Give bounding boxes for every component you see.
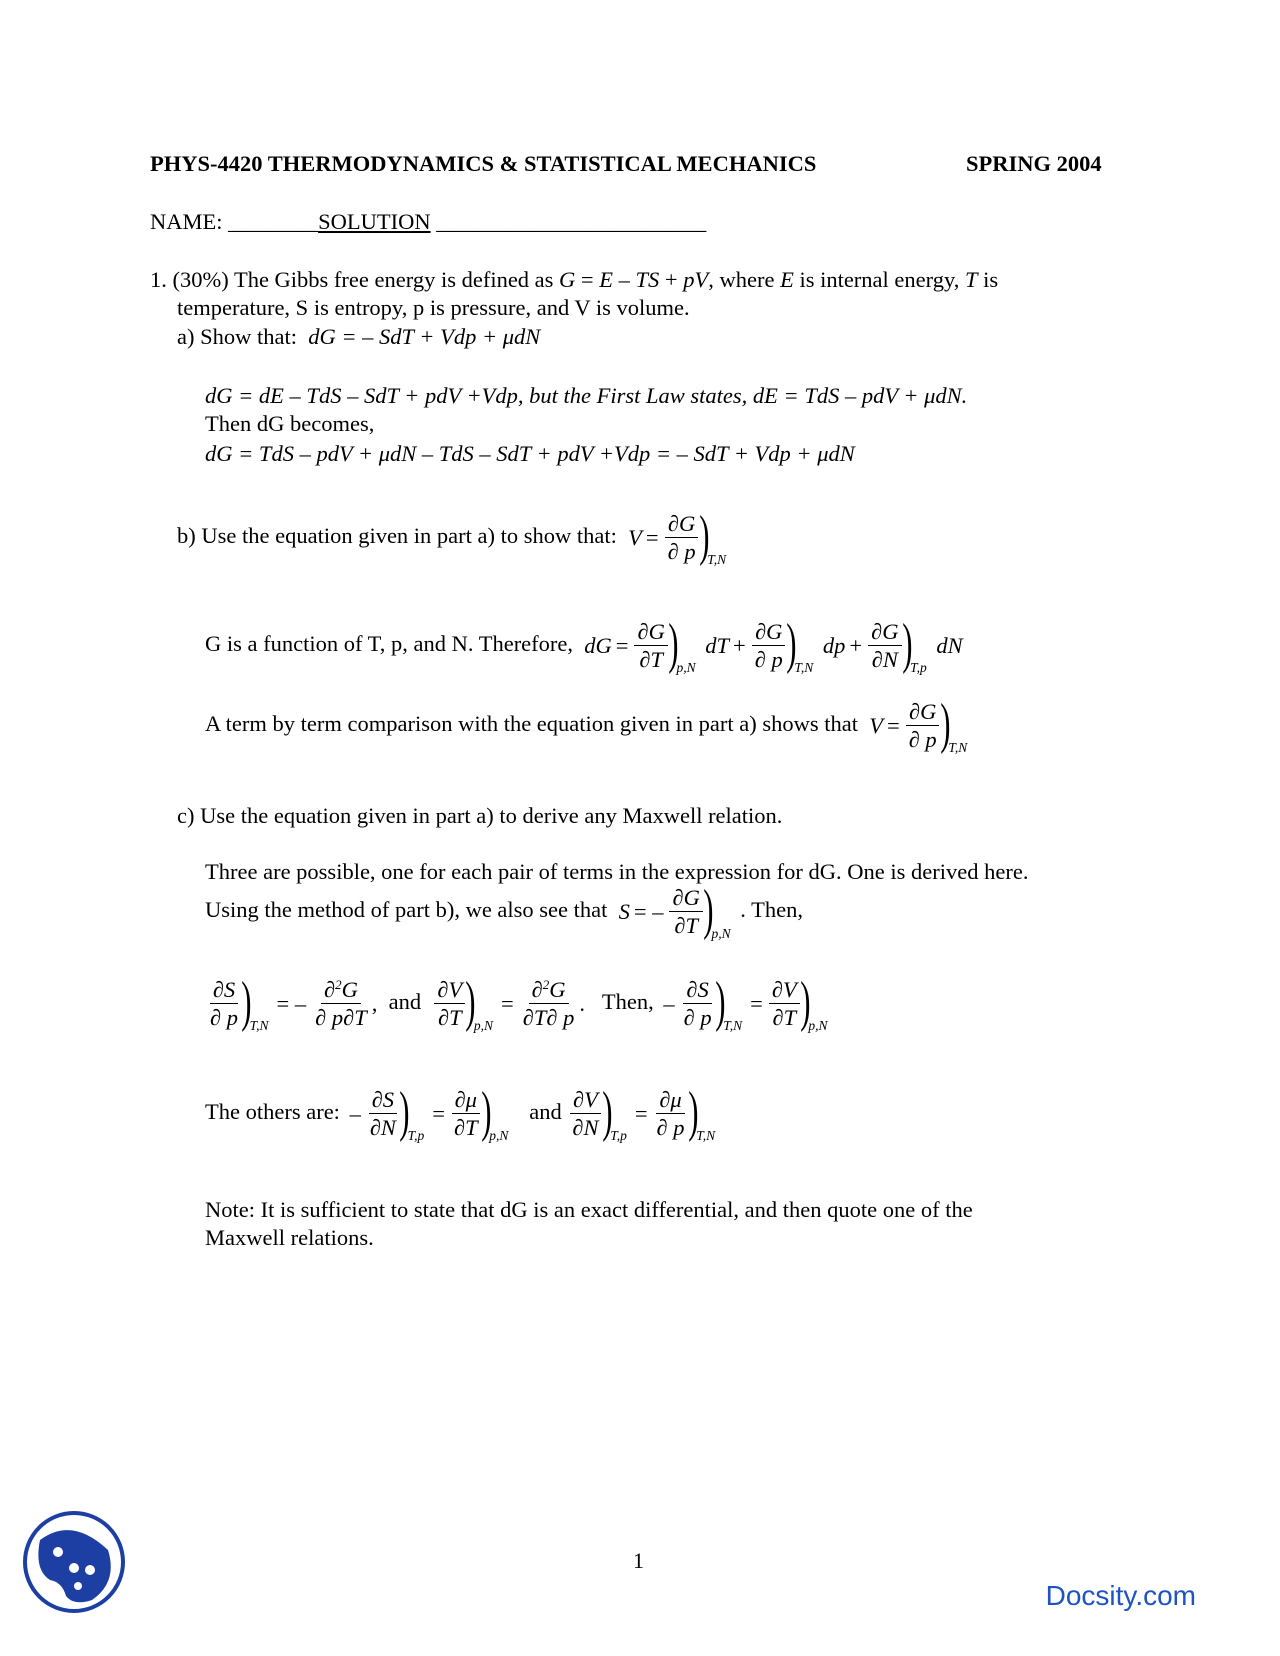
part-c-line2 <box>205 880 803 960</box>
q1-intro-line1: 1. (30%) The Gibbs free energy is defined as G = E – TS + pV, where E is internal energy, T is <box>150 267 999 292</box>
part-a-solution-1: dG = dE – TdS – SdT + pdV +Vdp, but the First Law states, dE = TdS – pdV + μdN. <box>205 383 968 408</box>
dG-expansion: dG = $\frac{\partial G}{\partial T}$ ) p,N dT + $\frac{\partial G}{\partial p}$ ) T,N dp + $\frac{\partial G}{\partial N}$ ) T,p dN <box>578 612 963 675</box>
part-c-line1: Three are possible, one for each pair of terms in the expression for dG. One is derived here. <box>205 859 1029 884</box>
and-1: and <box>388 989 422 1014</box>
V-result: V = $\frac{\partial G}{\partial p}$ ) T,N <box>863 692 968 755</box>
then-2: Then, <box>601 989 654 1014</box>
brand-link[interactable]: Docsity.com <box>1045 1580 1196 1611</box>
part-c-prompt: c) Use the equation given in part a) to derive any Maxwell relation. <box>177 803 783 828</box>
part-a-equation: dG = – SdT + Vdp + μdN <box>308 324 541 349</box>
note-line1: Note: It is sufficient to state that dG is an exact differential, and then quote one of the <box>205 1197 973 1222</box>
part-a-solution-3: dG = TdS – pdV + μdN – TdS – SdT + pdV +Vdp = – SdT + Vdp + μdN <box>205 441 855 466</box>
part-c-then: . Then, <box>740 897 803 922</box>
part-c-line2-text: Using the method of part b), we also see that <box>205 897 608 922</box>
name-trail: ________________________ <box>430 209 707 234</box>
and-2: and <box>529 1099 562 1124</box>
course-title: PHYS-4420 THERMODYNAMICS & STATISTICAL MECHANICS <box>150 151 817 176</box>
docsity-logo-icon <box>22 1510 126 1614</box>
maxwell-relation-1: – $\frac{\partial S}{\partial p}$ ) T,N = $\frac{\partial V}{\partial T}$ ) p,N <box>663 970 828 1033</box>
name-value: SOLUTION <box>318 209 431 234</box>
part-b-comparison-text: A term by term comparison with the equation given in part a) shows that <box>205 711 858 736</box>
term: SPRING 2004 <box>966 151 1102 176</box>
part-b-solution <box>205 614 963 694</box>
part-b-sol-text: G is a function of T, p, and N. Therefore, <box>205 631 574 656</box>
part-b-target-eq: V = $\frac{\partial G}{\partial p}$ ) T,N <box>622 504 727 567</box>
S-result: S = – $\frac{\partial G}{\partial T}$ ) p,N <box>613 878 731 941</box>
part-a-label: a) Show that: <box>177 324 297 349</box>
dV-dT: $\frac{\partial V}{\partial T}$ ) p,N = $\frac{\partial^2G}{\partial T\partial p}$ . <box>432 974 585 1034</box>
name-label: NAME: ________ <box>150 209 319 234</box>
name-line <box>150 208 706 236</box>
others-label: The others are: <box>205 1099 340 1124</box>
dS-dp: $\frac{\partial S}{\partial p}$ ) T,N = – $\frac{\partial^2G}{\partial p\partial T}$ , <box>210 970 378 1033</box>
part-b-prompt <box>177 506 730 586</box>
q1-number: 1. (30%) The Gibbs free energy is defined as <box>150 267 554 292</box>
part-b-comparison <box>205 694 971 774</box>
part-a-prompt <box>177 323 540 351</box>
others <box>205 1082 719 1162</box>
q1-intro-line2: temperature, S is entropy, p is pressure, and V is volume. <box>177 295 690 320</box>
part-b-label: b) Use the equation given in part a) to show that: <box>177 523 617 548</box>
page-number: 1 <box>633 1548 644 1573</box>
maxwell-derivation <box>205 972 832 1052</box>
note-line2: Maxwell relations. <box>205 1225 374 1250</box>
part-a-solution-2: Then dG becomes, <box>205 411 375 436</box>
maxwell-relation-2: – $\frac{\partial S}{\partial N}$ ) T,p = $\frac{\partial\mu}{\partial T}$ ) p,N <box>349 1080 509 1143</box>
maxwell-relation-3: $\frac{\partial V}{\partial N}$ ) T,p = $\frac{\partial\mu}{\partial p}$ ) T,N <box>567 1084 719 1144</box>
